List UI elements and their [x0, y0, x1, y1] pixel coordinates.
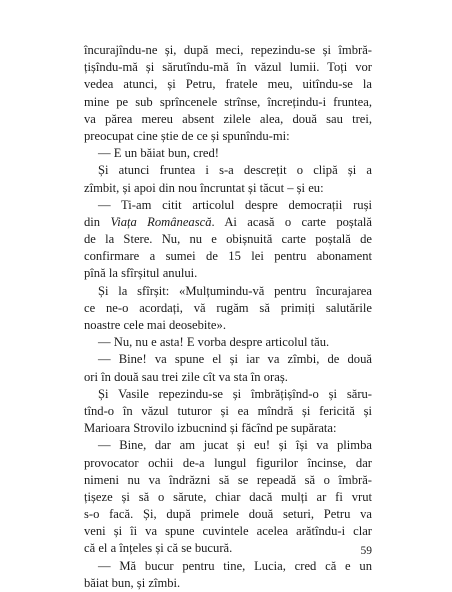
text-line: din Viața Românească. Ai acasă o carte poștală: [84, 214, 372, 229]
text-line: noastre cele mai deosebite».: [84, 318, 226, 332]
text-line: Și Vasile repezindu-se și îmbrățișînd-o și săru-: [98, 386, 372, 401]
text-line: Și atunci fruntea i s-a descrețit o clipă și a: [98, 163, 372, 178]
text-line: mine pe sub sprîncenele strînse, încrețindu-i fruntea,: [84, 94, 372, 109]
text-line: Marioara Strovilo izbucnind și făcînd pe supărata:: [84, 421, 337, 436]
text-line: țișîndu-mă și sărutîndu-mă în văzul lumii. Toți vor: [84, 60, 372, 75]
text-line: ori în două sau trei zile cît va sta în oraș.: [84, 369, 288, 384]
text-line: — Nu, nu e asta! E vorba despre articolul tău.: [98, 335, 330, 350]
text-line: zîmbit, și apoi din nou încruntat și tăcut – și eu:: [84, 180, 324, 195]
text-line: preocupat cine știe de ce și spunîndu-mi:: [84, 128, 290, 143]
text-line: — E un băiat bun, cred!: [98, 146, 219, 161]
text-line: nimeni nu va îndrăzni să se repeadă să o îmbră-: [84, 472, 372, 487]
body-text: [84, 42, 372, 592]
text-line: — Bine! va spune el și iar va zîmbi, de două: [98, 352, 372, 367]
text-line: ce ne-o acordați, vă rugăm să primiți salutările: [84, 300, 372, 315]
text-line: încurajîndu-ne și, după meci, repezindu-se și îmbră-: [84, 43, 372, 57]
magazine-title: Viața Românească: [110, 214, 212, 229]
text-line: va părea mereu absent zilele alea, două sau trei,: [84, 111, 372, 126]
text-line: — Bine, dar am jucat și eu! și își va plimba: [98, 438, 372, 453]
text-line: vedea atunci, și Petru, fratele meu, uitîndu-se la: [84, 77, 372, 92]
text-line: pînă la sfîrșitul anului.: [84, 266, 198, 281]
text-line: băiat bun, și zîmbi.: [84, 575, 181, 590]
text-line: Și la sfîrșit: «Mulțumindu-vă pentru încurajarea: [98, 283, 372, 298]
text-line: confirmare a sumei de 15 lei pentru abonament: [84, 249, 372, 264]
text-line: veni și îi va spune cuvintele acelea arătîndu-i clar: [84, 524, 372, 539]
page-number: 59: [360, 545, 372, 557]
text-line: provocator ochii de-a lungul figurilor încinse, dar: [84, 455, 372, 470]
text-line: s-o facă. Și, după primele două seturi, Petru va: [84, 507, 372, 522]
text-line: țișeze și să o sărute, chiar dacă mulți ar fi vrut: [84, 489, 372, 504]
text-line: — Mă bucur pentru tine, Lucia, cred că e un: [98, 558, 372, 573]
text-line: de la Stere. Nu, nu e obișnuită carte poștală de: [84, 232, 372, 247]
text-line: că el a înțeles și că se bucură.: [84, 541, 233, 556]
text-line: tînd-o în văzul tuturor și ea mîndră și fericită și: [84, 403, 372, 418]
text-line: — Ti-am citit articolul despre democrații ruși: [98, 197, 372, 212]
